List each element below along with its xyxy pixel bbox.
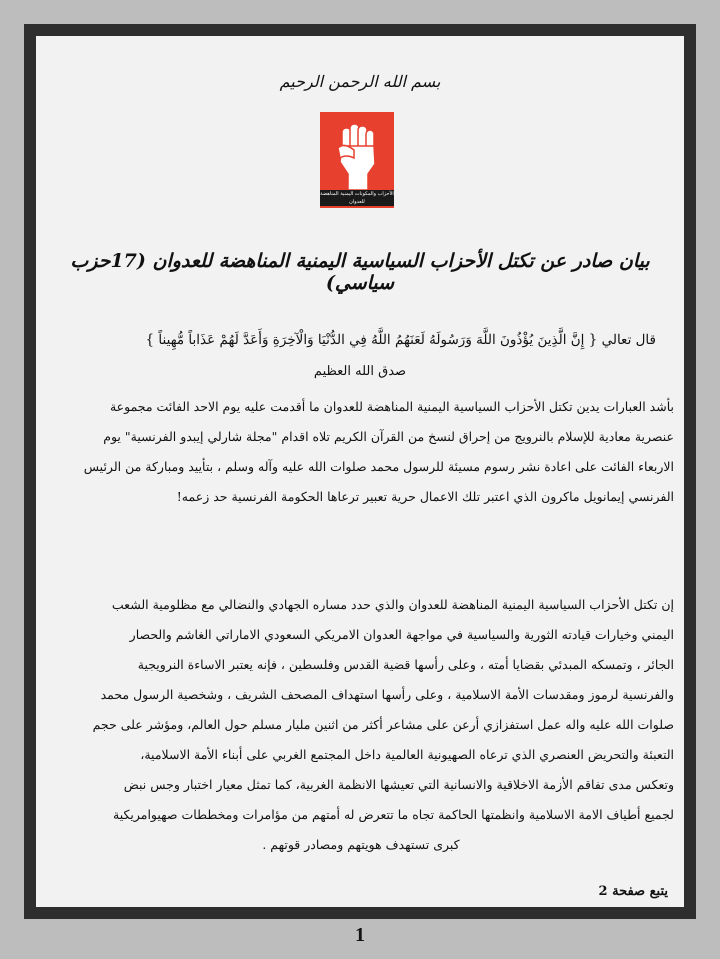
basmala: بسم الله الرحمن الرحيم	[279, 72, 441, 91]
paragraph-line: الفرنسي إيمانويل ماكرون الذي اعتبر تلك الاعمال حرية تعبير ترعاها الحكومة الفرنسية حد زعمه!	[176, 489, 674, 504]
paragraph-line: الاربعاء الفائت على اعادة نشر رسوم مسيئة للرسول محمد صلوات الله عليه وآله وسلم ، بتأييد ومباركة من الرئيس	[83, 459, 674, 474]
quran-verse: قال تعالي { إِنَّ الَّذِينَ يُؤْذُونَ اللَّهَ وَرَسُولَهُ لَعَنَهُمُ اللَّهُ فِي الدُّنْيَا وَالْآخِرَةِ وَأَعَدَّ لَهُمْ عَذَاباً مُّهِيناً }	[145, 332, 656, 348]
paragraph-line: بأشد العبارات يدين تكتل الأحزاب السياسية اليمنية المناهضة للعدوان ما أقدمت عليه يوم الاحد الفائت مجموعة	[109, 399, 674, 414]
paragraph-2	[48, 590, 674, 860]
paragraph-line: والفرنسية لرموز ومقدسات الأمة الاسلامية ، وعلى رأسها استهداف المصحف الشريف ، وشخصية الرسول محمد	[100, 687, 674, 702]
fist-logo	[320, 112, 394, 208]
paragraph-line: التعبئة والتحريض العنصري الذي ترعاه الصهيونية العالمية داخل المجتمع الغربي على أبناء الأمة الاسلامية،	[140, 747, 674, 762]
raised-fist-icon	[320, 112, 394, 198]
paragraph-line: لجميع أطياف الامة الاسلامية وانظمتها الحاكمة تجاه ما تتعرض له أمتهم من مؤامرات ومخططات صهيوامريكية	[113, 807, 674, 822]
logo-caption: الأحزاب والمكونات اليمنية المناهضة للعدوان	[320, 191, 394, 205]
paragraph-1	[48, 392, 674, 512]
sadaq-line: صدق الله العظيم	[313, 364, 407, 379]
paragraph-line: وتعكس مدى تفاقم الأزمة الاخلاقية والانسانية التي تعيشها الانظمة الغربية، كما تمثل معيار اختبار وجس نبض	[123, 777, 674, 792]
page-number: 1	[355, 924, 365, 946]
paragraph-line: عنصرية معادية للإسلام بالنرويج من إحراق لنسخ من القرآن الكريم تلاه اقدام "مجلة شارلي إيبدو الفرنسية" يوم	[103, 429, 674, 444]
page-frame	[24, 24, 696, 919]
paragraph-line: كبرى تستهدف هويتهم ومصادر قوتهم .	[262, 837, 460, 852]
paragraph-line: إن تكتل الأحزاب السياسية اليمنية المناهضة للعدوان والذي حدد مساره الجهادي والنضالي مع مظلومية الشعب	[111, 597, 674, 612]
paragraph-line: الجائر ، وتمسكه المبدئي بقضايا أمته ، وعلى رأسها قضية القدس وفلسطين ، فإنه يعتبر الاساءة النرويجية	[137, 657, 674, 672]
continued-note: يتبع صفحة 2	[598, 884, 668, 899]
document-page	[36, 36, 684, 907]
paragraph-line: صلوات الله عليه واله عمل استفزازي أرعن على مشاعر أكثر من اثنين مليار مسلم حول العالم، ومؤشر على حجم	[92, 717, 674, 732]
statement-title: بيان صادر عن تكتل الأحزاب السياسية اليمنية المناهضة للعدوان (17حزب سياسي)	[70, 250, 650, 294]
paragraph-line: اليمني وخيارات قيادته الثورية والسياسية في مواجهة العدوان الامريكي السعودي الاماراتي الغاشم والحصار	[129, 627, 674, 642]
